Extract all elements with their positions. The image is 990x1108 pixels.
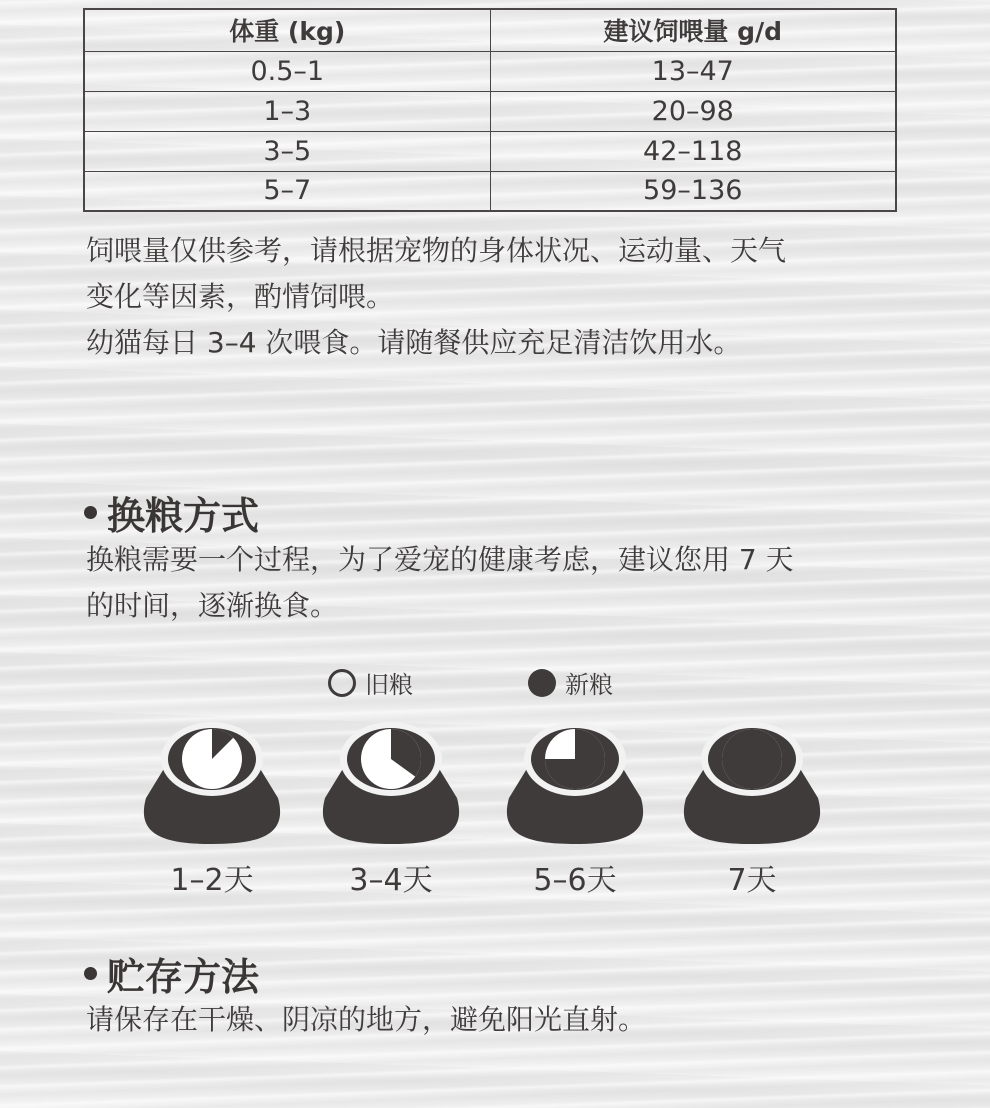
- note-line: 幼猫每日 3–4 次喂食。请随餐供应充足清洁饮用水。: [86, 326, 742, 359]
- feeding-notes: [86, 228, 786, 366]
- bowl-stage-4: [682, 722, 822, 844]
- table-header-row: [84, 9, 896, 51]
- stage-label: 5–6天: [533, 863, 617, 898]
- bowl-stage-1: [142, 722, 282, 844]
- amount-cell: 42–118: [490, 131, 896, 171]
- bullet-icon: [84, 967, 97, 980]
- stage-label: 1–2天: [170, 863, 254, 898]
- filled-circle-icon: [528, 669, 556, 697]
- new-food-wedge: [722, 729, 782, 789]
- feeding-table: [83, 8, 897, 212]
- bowl-stage-3: [505, 722, 645, 844]
- storage-description: [86, 997, 646, 1043]
- bowl-stage-2: [321, 722, 461, 844]
- table-row: [84, 131, 896, 171]
- description-line: 换粮需要一个过程，为了爱宠的健康考虑，建议您用 7 天: [86, 543, 794, 576]
- switch-food-heading: [84, 485, 259, 540]
- weight-column-header: 体重 (kg): [84, 9, 490, 51]
- table-row: [84, 171, 896, 211]
- section-title: 贮存方法: [107, 955, 260, 999]
- table-row: [84, 91, 896, 131]
- description-line: 的时间，逐渐换食。: [86, 589, 339, 622]
- legend-new-food: [528, 665, 613, 700]
- weight-cell: 3–5: [84, 131, 490, 171]
- note-line: 饲喂量仅供参考，请根据宠物的身体状况、运动量、天气: [86, 234, 787, 267]
- section-title: 换粮方式: [107, 494, 260, 538]
- amount-cell: 59–136: [490, 171, 896, 211]
- switch-food-description: [86, 537, 794, 629]
- amount-cell: 13–47: [490, 51, 896, 91]
- stage-label: 3–4天: [349, 863, 433, 898]
- legend-old-food: [328, 665, 413, 700]
- description-line: 请保存在干燥、阴凉的地方，避免阳光直射。: [86, 1003, 647, 1036]
- table-row: [84, 51, 896, 91]
- weight-cell: 1–3: [84, 91, 490, 131]
- legend-label: 新粮: [565, 671, 613, 699]
- stage-label: 7天: [727, 863, 777, 898]
- bullet-icon: [84, 506, 97, 519]
- hollow-circle-icon: [328, 669, 356, 697]
- weight-cell: 5–7: [84, 171, 490, 211]
- note-line: 变化等因素，酌情饲喂。: [86, 280, 395, 313]
- storage-heading: [84, 946, 259, 1001]
- legend-label: 旧粮: [365, 671, 413, 699]
- amount-column-header: 建议饲喂量 g/d: [490, 9, 896, 51]
- weight-cell: 0.5–1: [84, 51, 490, 91]
- amount-cell: 20–98: [490, 91, 896, 131]
